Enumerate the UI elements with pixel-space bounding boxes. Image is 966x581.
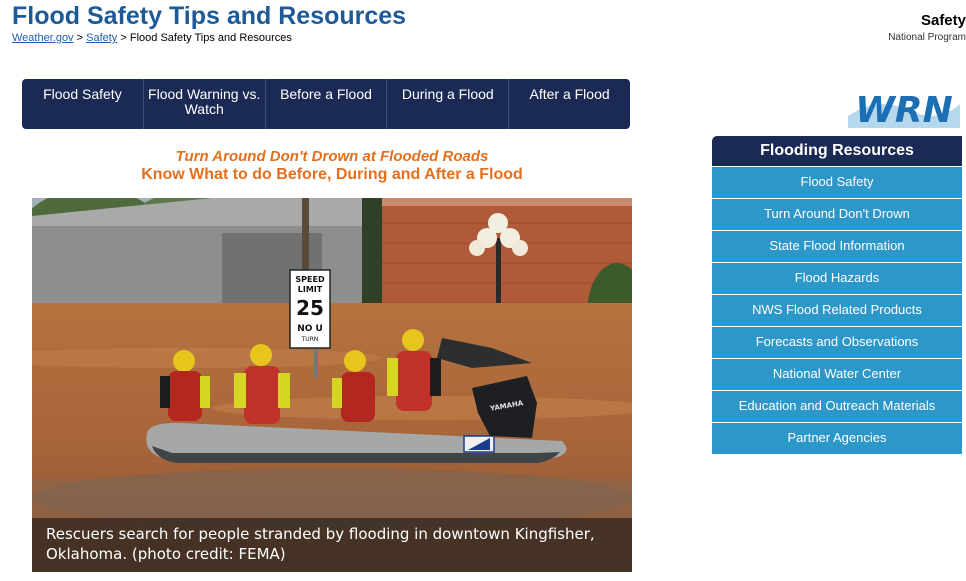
sign-no-u-text: NO U: [297, 324, 323, 334]
wrn-logo-text: WRN: [855, 90, 953, 128]
breadcrumb-separator: >: [76, 32, 84, 44]
sign-turn-text: TURN: [301, 336, 319, 343]
resource-link-partner-agencies[interactable]: Partner Agencies: [712, 422, 962, 454]
breadcrumb-current: Flood Safety Tips and Resources: [129, 32, 292, 44]
hero-caption: Rescuers search for people stranded by flooding in downtown Kingfisher, Oklahoma. (photo credit: FEMA): [32, 518, 632, 572]
resource-link-flood-hazards[interactable]: Flood Hazards: [712, 262, 962, 294]
tagline-line-1: Turn Around Don't Drown at Flooded Roads: [175, 148, 489, 165]
flooding-resources-panel: [712, 136, 962, 454]
program-subtitle: National Program: [888, 32, 966, 43]
program-title: Safety: [920, 12, 966, 29]
main-nav: [22, 79, 630, 129]
resource-link-turn-around-dont-drown[interactable]: Turn Around Don't Drown: [712, 198, 962, 230]
resources-header: Flooding Resources: [712, 136, 962, 166]
hero-image: [32, 198, 632, 572]
breadcrumb-separator: >: [120, 32, 127, 44]
resource-link-national-water-center[interactable]: National Water Center: [712, 358, 962, 390]
flood-rescue-photo: [32, 198, 632, 572]
resource-link-nws-flood-products[interactable]: NWS Flood Related Products: [712, 294, 962, 326]
page-title: Flood Safety Tips and Resources: [12, 2, 407, 30]
sign-speed-text: SPEED: [295, 275, 325, 284]
breadcrumb: [12, 32, 292, 44]
program-header: [876, 12, 966, 43]
sign-number-text: 25: [296, 296, 324, 320]
breadcrumb-link-safety[interactable]: Safety: [86, 32, 118, 44]
nav-during-a-flood[interactable]: During a Flood: [387, 79, 509, 129]
nav-flood-warning-vs-watch[interactable]: Flood Warning vs. Watch: [144, 79, 266, 129]
motor-brand-text: YAMAHA: [489, 399, 524, 413]
resource-link-flood-safety[interactable]: Flood Safety: [712, 166, 962, 198]
sign-limit-text: LIMIT: [297, 285, 323, 294]
wrn-logo: [848, 88, 960, 128]
tagline-line-2: Know What to do Before, During and After a Flood: [141, 166, 523, 183]
tagline: [32, 148, 632, 184]
resource-link-education-outreach[interactable]: Education and Outreach Materials: [712, 390, 962, 422]
resource-link-state-flood-information[interactable]: State Flood Information: [712, 230, 962, 262]
breadcrumb-link-weather-gov[interactable]: Weather.gov: [12, 32, 74, 44]
nav-before-a-flood[interactable]: Before a Flood: [266, 79, 388, 129]
resource-link-forecasts-observations[interactable]: Forecasts and Observations: [712, 326, 962, 358]
nav-flood-safety[interactable]: Flood Safety: [22, 79, 144, 129]
nav-after-a-flood[interactable]: After a Flood: [529, 86, 610, 102]
